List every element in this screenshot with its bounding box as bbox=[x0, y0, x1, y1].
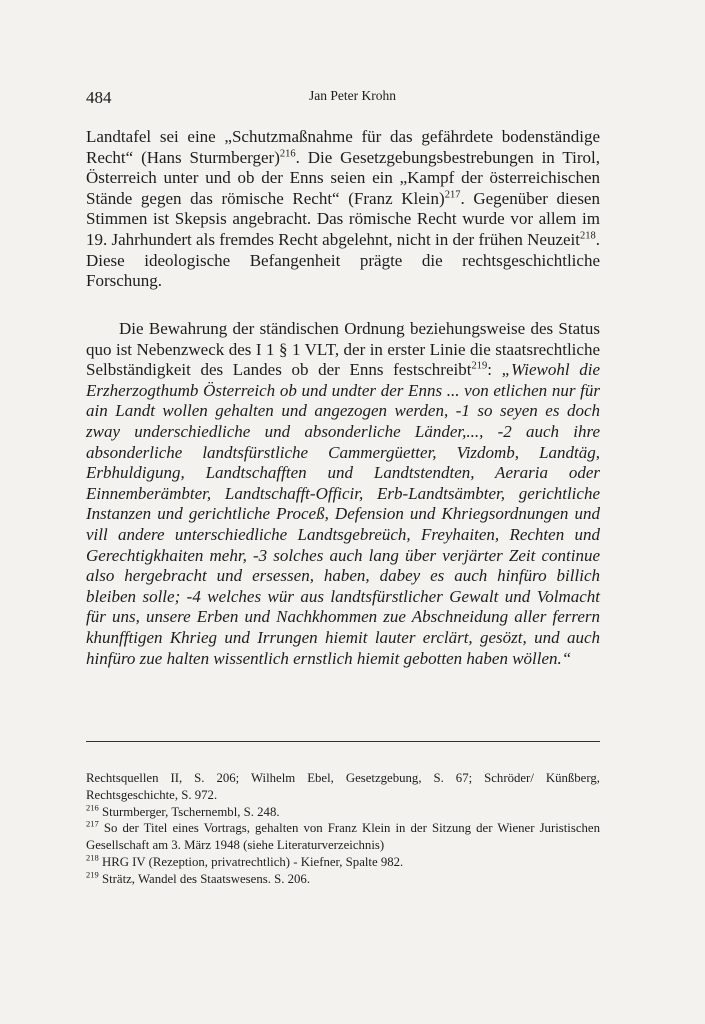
page-number: 484 bbox=[86, 88, 112, 107]
para1-text-2: . Die Gesetzgebungsbestrebungen in Tirol, Österreich unter und ob der Enns seien ein „Kampf der österreichischen Stände gegen das römische Recht“ (Franz Klein) bbox=[86, 147, 600, 208]
footnote-num-217: 217 bbox=[86, 819, 99, 830]
footnote-ref-218: 218 bbox=[580, 230, 596, 242]
footnote-217 bbox=[86, 820, 600, 854]
para2-text-2: : bbox=[487, 360, 502, 380]
footnotes bbox=[86, 770, 600, 888]
block-quote: „Wiewohl die Erzherzogthumb Österreich ob und undter der Enns ... von etlichen nur für ain Landt wollen gehalten und angezogen werden, -1 so seyen es doch zway underschiedliche und absonderliche Länder,..., -2 auch ihre absonderliche landtsfürstliche Cammergüetter, Vizdomb, Landtäg, Erbhuldigung, Landtschafften und Landtstendten, Aeraria oder Einnemberämbter, Landtschafft-Officir, Erb-Landtsämbter, gerichtliche Instanzen und gerichtliche Proceß, Defension und Khriegsordnungen und vill andere unterschiedliche Landtsgebreüch, Freyhaiten, Rechten und Gerechtigkhaiten mehr, -3 solches auch lang über verjärter Zeit continue also hergebracht und ersessen, haben, dabey es auch hinfüro billich bleiben solle; -4 welches wür aus landtsfürstlicher Gewalt und Volmacht für uns, unsere Erben und Nachkhommen zue Abschneidung aller ferrern khunfftigen Khrieg und Irrungen hiemit lauter erclärt, gesözt, und auch hinfüro zue halten wissentlich ernstlich hiemit gebotten haben wöllen.“ bbox=[86, 360, 601, 668]
footnote-ref-219: 219 bbox=[471, 360, 488, 372]
footnote-216 bbox=[86, 804, 600, 821]
body-paragraph-2 bbox=[86, 319, 600, 669]
footnote-num-219: 219 bbox=[86, 869, 99, 880]
footnote-216-text: Sturmberger, Tschernembl, S. 248. bbox=[98, 804, 280, 819]
running-head: Jan Peter Krohn bbox=[309, 88, 396, 103]
para1-text-1: Landtafel sei eine „Schutzmaßnahme für das gefährdete bodenständige Recht“ (Hans Sturmberger) bbox=[86, 127, 600, 167]
para1-text-3: . Gegenüber diesen Stimmen ist Skepsis angebracht. Das römische Recht wurde vor allem im 19. Jahrhundert als fremdes Recht abgelehnt, nicht in der frühen Neuzeit bbox=[86, 188, 600, 249]
body-paragraph-1 bbox=[86, 127, 600, 292]
footnote-219 bbox=[86, 871, 600, 888]
footnote-num-218: 218 bbox=[86, 852, 99, 863]
footnote-218-text: HRG IV (Rezeption, privatrechtlich) - Kiefner, Spalte 982. bbox=[98, 854, 404, 869]
footnote-217-text: So der Titel eines Vortrags, gehalten von Franz Klein in der Sitzung der Wiener Juristischen Gesellschaft am 3. März 1948 (siehe Literaturverzeichnis) bbox=[86, 821, 600, 853]
footnote-num-216: 216 bbox=[86, 802, 99, 813]
para2-text-1: Die Bewahrung der ständischen Ordnung beziehungsweise des Status quo ist Nebenzweck des I 1 § 1 VLT, der in erster Linie die staatsrechtliche Selbständigkeit des Landes ob der Enns festschreibt bbox=[86, 319, 600, 380]
footnote-ref-217: 217 bbox=[444, 189, 461, 201]
footnote-ref-216: 216 bbox=[279, 147, 296, 159]
para1-text-4: . Diese ideologische Befangenheit prägte die rechtsgeschichtliche Forschung. bbox=[86, 229, 600, 291]
footnote-219-text: Strätz, Wandel des Staatswesens. S. 206. bbox=[98, 871, 311, 886]
footnote-divider bbox=[86, 741, 600, 742]
footnote-218 bbox=[86, 854, 600, 871]
footnote-continuation: Rechtsquellen II, S. 206; Wilhelm Ebel, Gesetzgebung, S. 67; Schröder/ Künßberg, Rechtsgeschichte, S. 972. bbox=[86, 771, 600, 802]
